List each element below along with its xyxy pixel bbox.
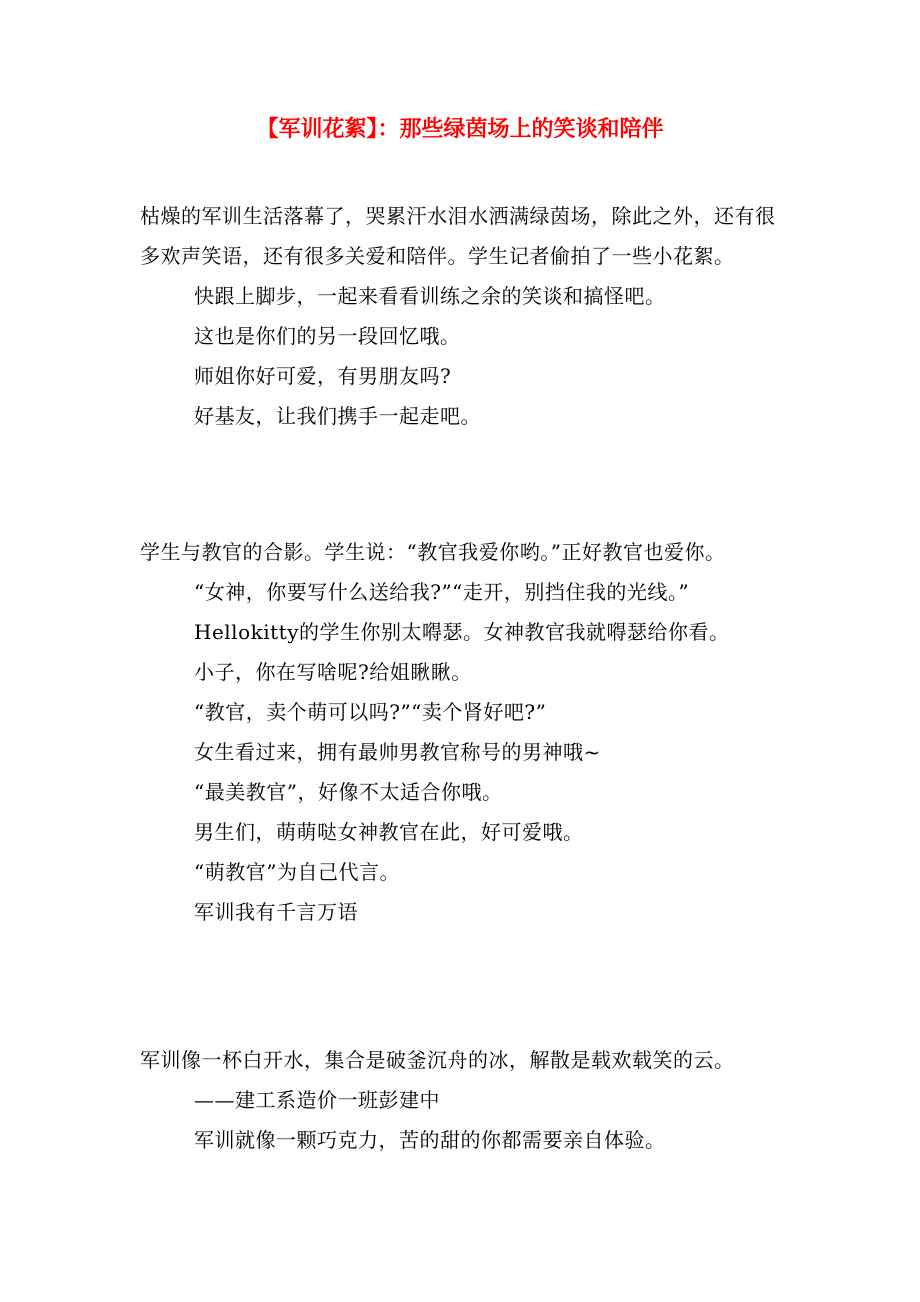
paragraph-line: “最美教官”，好像不太适合你哦。 (194, 780, 503, 804)
paragraph-line: “女神，你要写什么送给我?”“走开，别挡住我的光线。” (194, 580, 690, 604)
section-lead: 军训像一杯白开水，集合是破釜沉舟的冰，解散是载欢载笑的云。 (140, 1048, 735, 1072)
paragraph-line: 男生们，萌萌哒女神教官在此，好可爱哦。 (194, 820, 584, 844)
section-2 (140, 532, 780, 932)
paragraph-line: 军训就像一颗巧克力，苦的甜的你都需要亲自体验。 (194, 1128, 666, 1152)
section-1 (140, 196, 780, 436)
paragraph-line: 军训我有千言万语 (194, 900, 358, 924)
article-title: 【军训花絮】：那些绿茵场上的笑谈和陪伴 (256, 116, 664, 142)
paragraph-line: 女生看过来，拥有最帅男教官称号的男神哦~ (194, 740, 601, 764)
paragraph-line: 快跟上脚步，一起来看看训练之余的笑谈和搞怪吧。 (194, 284, 666, 308)
section-3 (140, 1040, 780, 1160)
paragraph-line: ——建工系造价一班彭建中 (194, 1088, 440, 1112)
paragraph-line: “萌教官”为自己代言。 (194, 860, 400, 884)
section-lead: 学生与教官的合影。学生说：“教官我爱你哟。”正好教官也爱你。 (140, 540, 726, 564)
paragraph-line: 小子，你在写啥呢?给姐瞅瞅。 (194, 660, 472, 684)
paragraph-line: Hellokitty的学生你别太嘚瑟。女神教官我就嘚瑟给你看。 (194, 620, 730, 644)
section-lead: 枯燥的军训生活落幕了，哭累汗水泪水洒满绿茵场，除此之外，还有很多欢声笑语，还有很多关爱和陪伴。学生记者偷拍了一些小花絮。 (140, 204, 776, 268)
paragraph-line: 师姐你好可爱，有男朋友吗? (194, 364, 452, 388)
paragraph-line: 这也是你们的另一段回忆哦。 (194, 324, 461, 348)
paragraph-line: “教官，卖个萌可以吗?”“卖个肾好吧?” (194, 700, 547, 724)
paragraph-line: 好基友，让我们携手一起走吧。 (194, 404, 481, 428)
